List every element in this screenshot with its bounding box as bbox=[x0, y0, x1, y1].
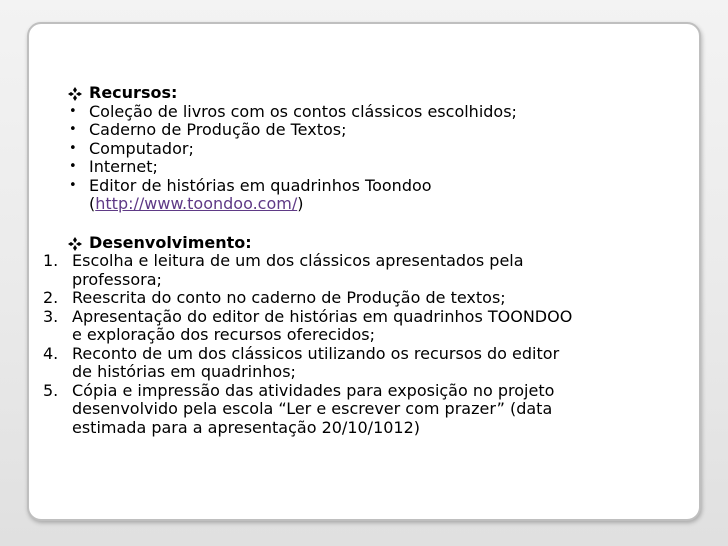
development-heading-row bbox=[66, 234, 696, 253]
resource-item bbox=[66, 177, 696, 196]
resource-item-text: Caderno de Produção de Textos; bbox=[89, 120, 347, 139]
development-heading: Desenvolvimento: bbox=[89, 232, 252, 252]
step-text-line: Apresentação do editor de histórias em quadrinhos TOONDOO bbox=[72, 306, 573, 326]
dot-bullet-icon: • bbox=[69, 177, 77, 193]
step-text-line: Reescrita do conto no caderno de Produção de textos; bbox=[72, 288, 506, 307]
resources-heading: Recursos: bbox=[89, 83, 178, 102]
step-continuation bbox=[43, 400, 696, 419]
resources-heading-row bbox=[66, 84, 696, 103]
step-number: 1. bbox=[43, 251, 59, 270]
step-text-line: Reconto de um dos clássicos utilizando os recursos do editor bbox=[72, 343, 560, 363]
step-text-line: professora; bbox=[72, 269, 162, 289]
resource-item bbox=[66, 103, 696, 122]
resource-item bbox=[66, 158, 696, 177]
link-close-paren: ) bbox=[297, 194, 304, 213]
step-continuation bbox=[43, 271, 696, 290]
link-open-paren: ( bbox=[89, 194, 96, 213]
step-number: 4. bbox=[43, 343, 59, 363]
step-continuation bbox=[43, 363, 696, 382]
toondoo-link[interactable]: http://www.toondoo.com/ bbox=[95, 194, 298, 213]
toondoo-link-line bbox=[66, 195, 696, 214]
resource-item bbox=[66, 121, 696, 140]
dot-bullet-icon: • bbox=[69, 103, 77, 119]
step-text-line: de histórias em quadrinhos; bbox=[72, 362, 296, 381]
resource-item bbox=[66, 140, 696, 159]
development-step bbox=[43, 289, 696, 308]
dot-bullet-icon: • bbox=[69, 159, 77, 174]
step-text-line: Cópia e impressão das atividades para exposição no projeto bbox=[72, 380, 555, 400]
resource-item-text: Computador; bbox=[89, 138, 194, 158]
step-continuation bbox=[43, 419, 696, 438]
step-text-line: e exploração dos recursos oferecidos; bbox=[72, 325, 375, 344]
step-number: 3. bbox=[43, 306, 59, 326]
dot-bullet-icon: • bbox=[69, 140, 77, 156]
development-step bbox=[43, 382, 696, 401]
development-step bbox=[43, 252, 696, 271]
slide-content bbox=[43, 83, 696, 437]
development-step bbox=[43, 308, 696, 327]
step-number: 2. bbox=[43, 288, 59, 307]
diamond-bullet-icon bbox=[68, 87, 82, 101]
diamond-bullet-icon bbox=[68, 237, 82, 251]
dot-bullet-icon: • bbox=[69, 122, 77, 137]
step-continuation bbox=[43, 326, 696, 345]
step-number: 5. bbox=[43, 380, 59, 400]
resource-item-text: Internet; bbox=[89, 157, 158, 176]
section-spacer bbox=[66, 214, 696, 234]
step-text-line: desenvolvido pela escola “Ler e escrever com prazer” (data bbox=[72, 399, 553, 418]
development-step bbox=[43, 345, 696, 364]
resource-item-text: Coleção de livros com os contos clássicos escolhidos; bbox=[89, 101, 517, 121]
step-text-line: estimada para a apresentação 20/10/1012) bbox=[72, 417, 421, 437]
resource-item-text: Editor de histórias em quadrinhos Toondoo bbox=[89, 175, 432, 195]
step-text-line: Escolha e leitura de um dos clássicos apresentados pela bbox=[72, 251, 524, 270]
